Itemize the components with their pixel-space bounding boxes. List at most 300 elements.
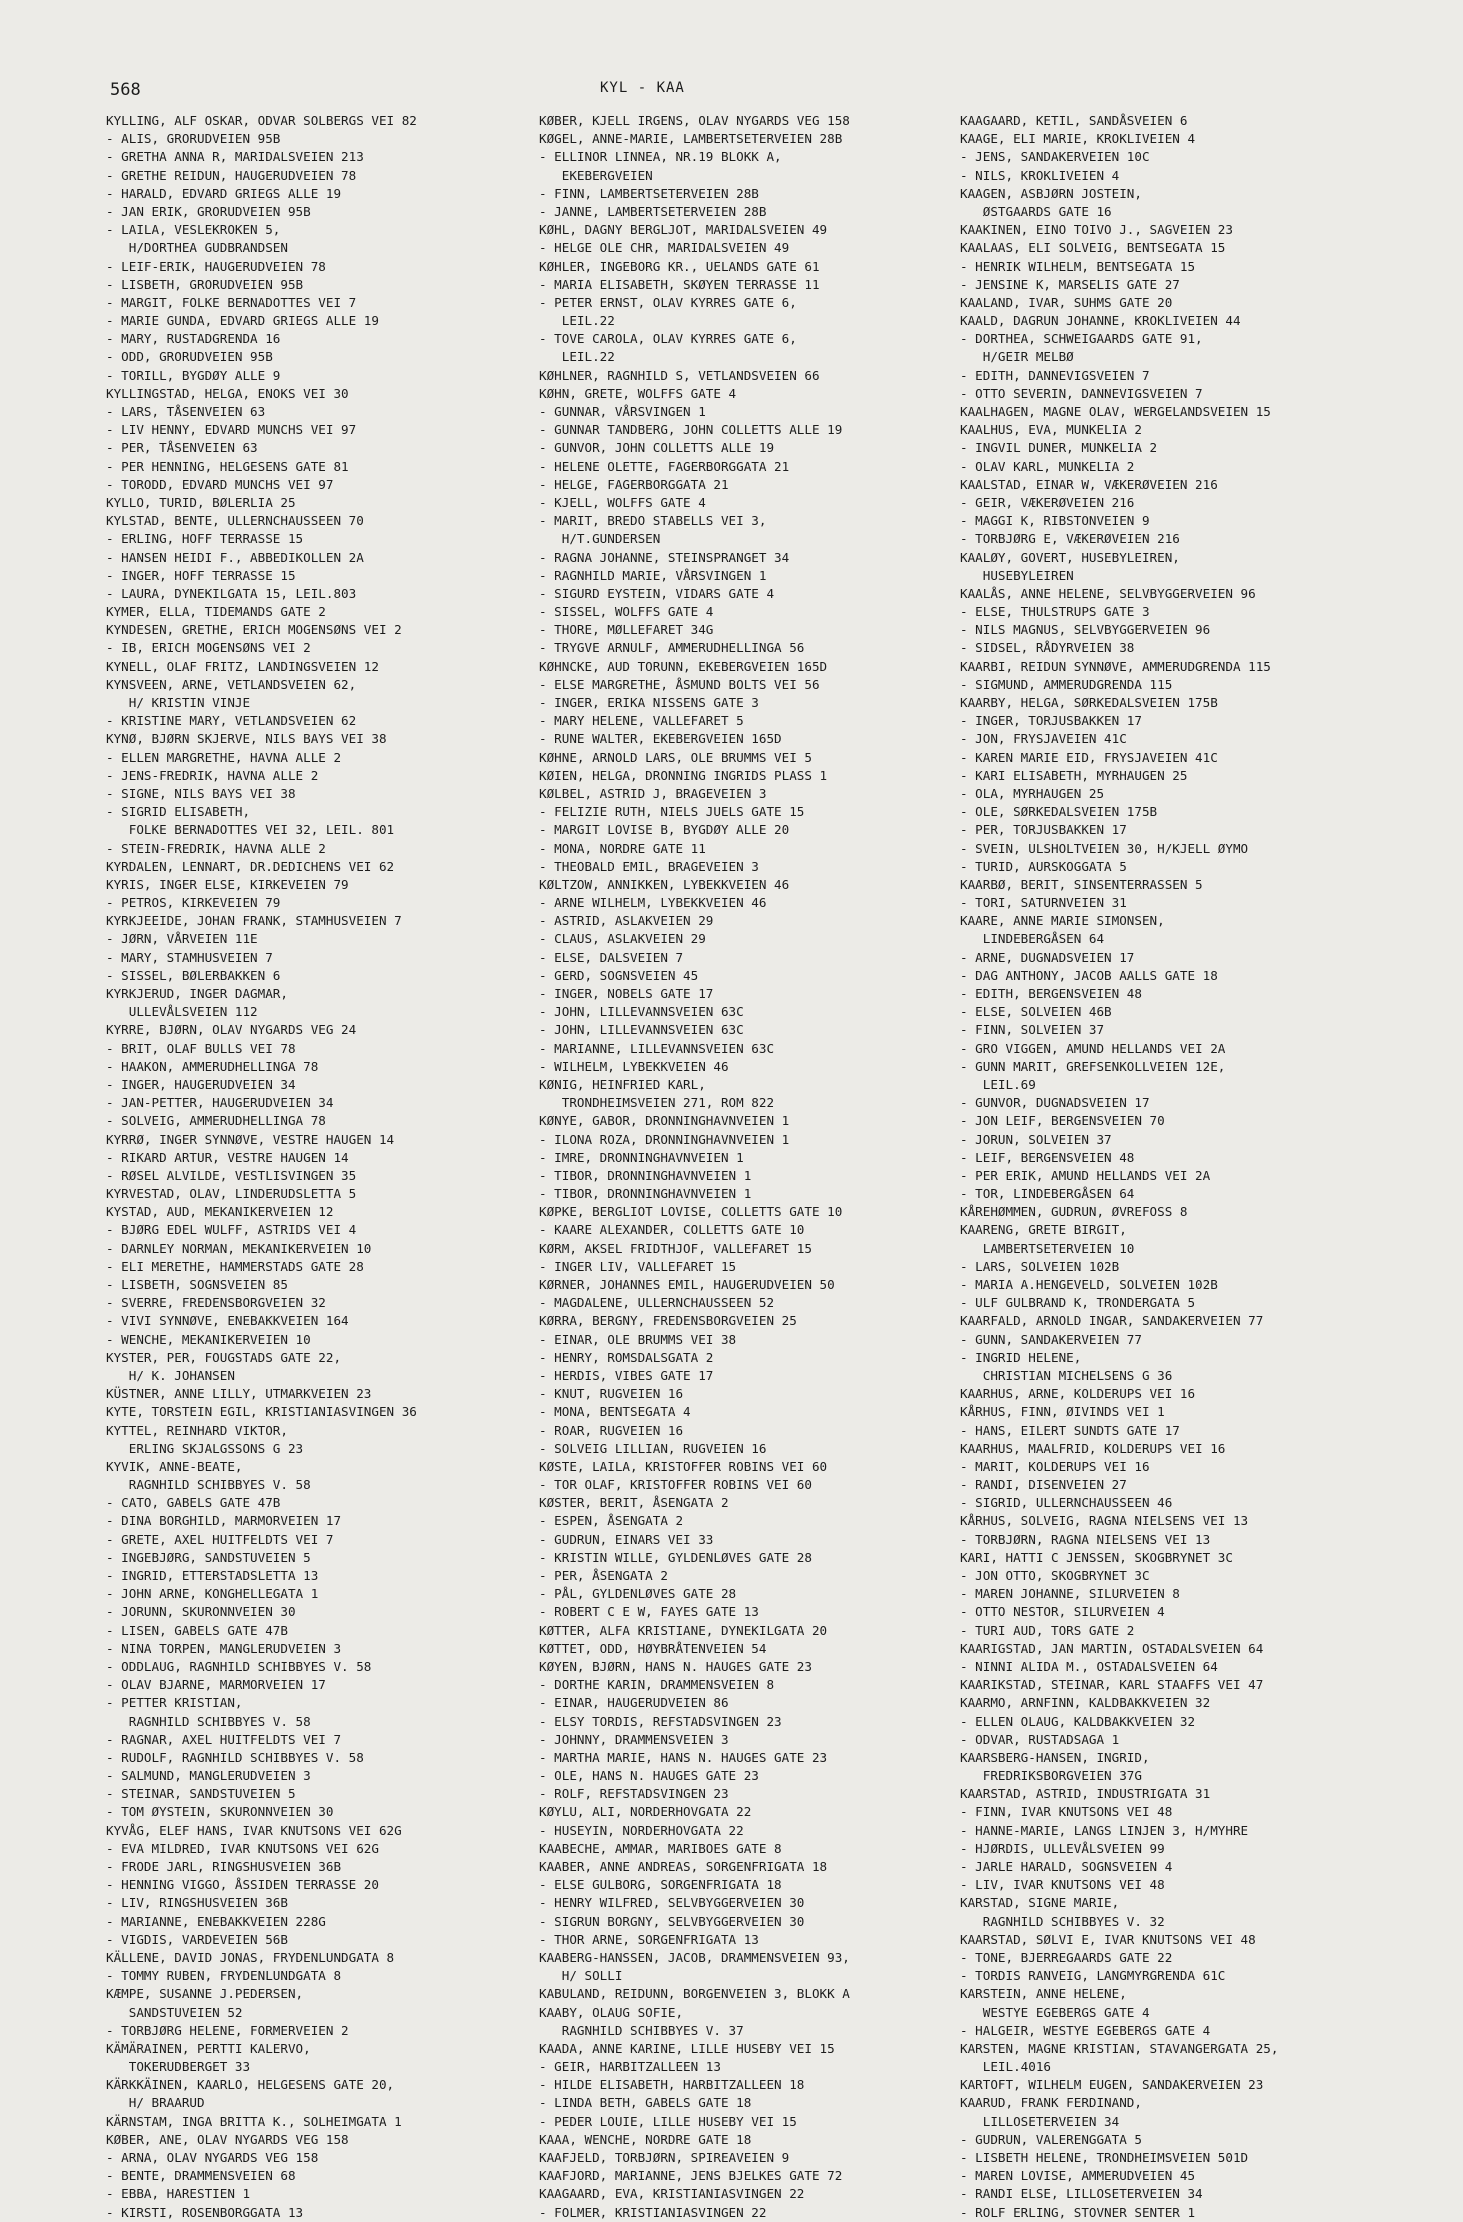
directory-entry-line: KÜSTNER, ANNE LILLY, UTMARKVEIEN 23 (106, 1386, 372, 1402)
directory-entry-line: - KAREN MARIE EID, FRYSJAVEIEN 41C (960, 749, 1218, 765)
directory-entry-line: KÄRKKÄINEN, KAARLO, HELGESENS GATE 20, (106, 2077, 395, 2093)
directory-entry-line: KARTOFT, WILHELM EUGEN, SANDAKERVEIEN 23 (960, 2077, 1264, 2093)
directory-entry-line: KAARSBERG-HANSEN, INGRID, (960, 1749, 1150, 1765)
directory-entry-line: - ELLEN MARGRETHE, HAVNA ALLE 2 (106, 749, 342, 765)
directory-entry-line: - JENS, SANDAKERVEIEN 10C (960, 149, 1150, 165)
directory-entry-line: KYSTER, PER, FOUGSTADS GATE 22, (106, 1349, 342, 1365)
directory-entry-line: - THOR ARNE, SORGENFRIGATA 13 (539, 1931, 759, 1947)
directory-entry-line: - ELSE, SOLVEIEN 46B (960, 1004, 1112, 1020)
directory-entry-line: - SISSEL, BØLERBAKKEN 6 (106, 967, 281, 983)
directory-entry-line: - EINAR, HAUGERUDVEIEN 86 (539, 1695, 729, 1711)
directory-entry-line: KÅREHØMMEN, GUDRUN, ØVREFOSS 8 (960, 1204, 1188, 1220)
directory-entry-line: - LARS, SOLVEIEN 102B (960, 1258, 1120, 1274)
directory-entry-line: - JARLE HARALD, SOGNSVEIEN 4 (960, 1859, 1173, 1874)
directory-entry-line: - HELGE OLE CHR, MARIDALSVEIEN 49 (539, 240, 790, 256)
directory-column-3 (960, 112, 1390, 2222)
directory-entry-line: - TONE, BJERREGAARDS GATE 22 (960, 1949, 1173, 1965)
directory-entry-line: - ODD, GRORUDVEIEN 95B (106, 349, 273, 365)
directory-entry-line: - JON OTTO, SKOGBRYNET 3C (960, 1568, 1150, 1583)
directory-entry-line: - EVA MILDRED, IVAR KNUTSONS VEI 62G (106, 1840, 379, 1856)
directory-entry-line: - LAURA, DYNEKILGATA 15, LEIL.803 (106, 585, 357, 601)
directory-entry-line: - THORE, MØLLEFARET 34G (539, 622, 714, 638)
directory-entry-line: - JAN ERIK, GRORUDVEIEN 95B (106, 203, 311, 219)
directory-entry-line: - EDITH, BERGENSVEIEN 48 (960, 986, 1142, 1001)
directory-entry-line: - ARNE WILHELM, LYBEKKVEIEN 46 (539, 895, 767, 911)
directory-entry-line: - TORBJØRG E, VÆKERØVEIEN 216 (960, 531, 1180, 547)
directory-entry-line: - CATO, GABELS GATE 47B (106, 1495, 281, 1511)
directory-entry-line: KAAFJELD, TORBJØRN, SPIREAVEIEN 9 (539, 2150, 790, 2165)
directory-entry-line: - JORUNN, SKURONNVEIEN 30 (106, 1604, 296, 1620)
directory-entry-line: - ASTRID, ASLAKVEIEN 29 (539, 913, 714, 929)
directory-entry-line: - ULF GULBRAND K, TRONDERGATA 5 (960, 1295, 1196, 1311)
directory-entry-line: - HANSEN HEIDI F., ABBEDIKOLLEN 2A (106, 549, 364, 565)
directory-entry-line: KØRM, AKSEL FRIDTHJOF, VALLEFARET 15 (539, 1240, 812, 1256)
directory-entry-line: - SOLVEIG, AMMERUDHELLINGA 78 (106, 1113, 326, 1129)
directory-entry-line: - EINAR, OLE BRUMMS VEI 38 (539, 1331, 737, 1347)
directory-entry-line: KYNSVEEN, ARNE, VETLANDSVEIEN 62, (106, 676, 357, 692)
directory-entry-line: - ODDLAUG, RAGNHILD SCHIBBYES V. 58 (106, 1658, 372, 1674)
directory-entry-line: - TOR, LINDEBERGÅSEN 64 (960, 1186, 1135, 1202)
directory-entry-line: - SISSEL, WOLFFS GATE 4 (539, 604, 714, 620)
directory-entry-line: KYRIS, INGER ELSE, KIRKEVEIEN 79 (106, 876, 349, 892)
directory-entry-line: - PETTER KRISTIAN, (106, 1695, 243, 1711)
directory-entry-line: - HENNING VIGGO, ÅSSIDEN TERRASSE 20 (106, 1877, 379, 1893)
directory-entry-line: - DORTHE KARIN, DRAMMENSVEIEN 8 (539, 1677, 775, 1693)
directory-entry-line: KÅRHUS, SOLVEIG, RAGNA NIELSENS VEI 13 (960, 1513, 1249, 1529)
directory-entry-line: - PEDER LOUIE, LILLE HUSEBY VEI 15 (539, 2113, 797, 2129)
directory-entry-line: - ELLINOR LINNEA, NR.19 BLOKK A, (539, 149, 782, 165)
directory-entry-line: KYTE, TORSTEIN EGIL, KRISTIANIASVINGEN 36 (106, 1404, 417, 1420)
directory-entry-line: - GUDRUN, VALERENGGATA 5 (960, 2131, 1142, 2147)
directory-entry-line: LILLOSETERVEIEN 34 (960, 2113, 1120, 2129)
directory-entry-line: - JAN-PETTER, HAUGERUDVEIEN 34 (106, 1095, 334, 1111)
directory-entry-line: KAALØY, GOVERT, HUSEBYLEIREN, (960, 549, 1180, 565)
directory-entry-line: - ROLF, REFSTADSVINGEN 23 (539, 1786, 729, 1802)
directory-entry-line: - OLAV KARL, MUNKELIA 2 (960, 458, 1135, 474)
directory-entry-line: - MARIE GUNDA, EDVARD GRIEGS ALLE 19 (106, 313, 379, 329)
directory-entry-line: - LEIF-ERIK, HAUGERUDVEIEN 78 (106, 258, 326, 274)
directory-entry-line: - WENCHE, MEKANIKERVEIEN 10 (106, 1331, 311, 1347)
directory-entry-line: - CLAUS, ASLAKVEIEN 29 (539, 931, 706, 947)
directory-entry-line: - TOM ØYSTEIN, SKURONNVEIEN 30 (106, 1804, 334, 1820)
directory-entry-line: - GRETE, AXEL HUITFELDTS VEI 7 (106, 1531, 334, 1547)
directory-entry-line: H/T.GUNDERSEN (539, 531, 661, 547)
directory-entry-line: - KNUT, RUGVEIEN 16 (539, 1386, 684, 1402)
directory-entry-line: - GUDRUN, EINARS VEI 33 (539, 1531, 714, 1547)
directory-entry-line: - OLA, MYRHAUGEN 25 (960, 785, 1105, 801)
directory-entry-line: - ELSY TORDIS, REFSTADSVINGEN 23 (539, 1713, 782, 1729)
directory-entry-line: KARI, HATTI C JENSSEN, SKOGBRYNET 3C (960, 1549, 1233, 1565)
directory-entry-line: KØTTER, ALFA KRISTIANE, DYNEKILGATA 20 (539, 1622, 828, 1638)
directory-entry-line: - MARIA A.HENGEVELD, SOLVEIEN 102B (960, 1277, 1218, 1292)
directory-entry-line: - ELLEN OLAUG, KALDBAKKVEIEN 32 (960, 1713, 1196, 1729)
directory-entry-line: - VIVI SYNNØVE, ENEBAKKVEIEN 164 (106, 1313, 349, 1329)
directory-entry-line: - TORILL, BYGDØY ALLE 9 (106, 367, 281, 383)
directory-entry-line: - MARTHA MARIE, HANS N. HAUGES GATE 23 (539, 1749, 828, 1765)
directory-entry-line: KØLBEL, ASTRID J, BRAGEVEIEN 3 (539, 785, 767, 801)
directory-entry-line: KØSTER, BERIT, ÅSENGATA 2 (539, 1495, 729, 1511)
directory-entry-line: - RANDI, DISENVEIEN 27 (960, 1477, 1127, 1493)
directory-entry-line: RAGNHILD SCHIBBYES V. 58 (106, 1477, 311, 1493)
directory-entry-line: - OLE, SØRKEDALSVEIEN 175B (960, 804, 1158, 820)
directory-entry-line: - FRODE JARL, RINGSHUSVEIEN 36B (106, 1859, 342, 1874)
directory-entry-line: - GRETHE REIDUN, HAUGERUDVEIEN 78 (106, 167, 357, 183)
directory-entry-line: - PER, ÅSENGATA 2 (539, 1568, 668, 1583)
directory-entry-line: - INGER, ERIKA NISSENS GATE 3 (539, 695, 759, 710)
directory-entry-line: KAALD, DAGRUN JOHANNE, KROKLIVEIEN 44 (960, 313, 1241, 329)
directory-entry-line: - MONA, BENTSEGATA 4 (539, 1404, 691, 1420)
directory-entry-line: - HELENE OLETTE, FAGERBORGGATA 21 (539, 458, 790, 474)
directory-entry-line: - INGRID, ETTERSTADSLETTA 13 (106, 1568, 319, 1583)
directory-entry-line: - JOHN, LILLEVANNSVEIEN 63C (539, 1022, 744, 1038)
directory-entry-line: KØSTE, LAILA, KRISTOFFER ROBINS VEI 60 (539, 1458, 828, 1474)
directory-entry-line: - EDITH, DANNEVIGSVEIEN 7 (960, 367, 1150, 383)
directory-entry-line: - INGER, HOFF TERRASSE 15 (106, 567, 296, 583)
directory-entry-line: - NILS, KROKLIVEIEN 4 (960, 167, 1120, 183)
directory-entry-line: - SVEIN, ULSHOLTVEIEN 30, H/KJELL ØYMO (960, 840, 1249, 856)
directory-entry-line: - KAARE ALEXANDER, COLLETTS GATE 10 (539, 1222, 805, 1238)
directory-entry-line: KYLLING, ALF OSKAR, ODVAR SOLBERGS VEI 82 (106, 113, 417, 128)
directory-entry-line: - ELI MERETHE, HAMMERSTADS GATE 28 (106, 1258, 364, 1274)
directory-entry-line: KARSTEIN, ANNE HELENE, (960, 1986, 1127, 2002)
directory-entry-line: - ILONA ROZA, DRONNINGHAVNVEIEN 1 (539, 1131, 790, 1147)
directory-entry-line: - EBBA, HARESTIEN 1 (106, 2186, 251, 2202)
directory-entry-line: ERLING SKJALGSSONS G 23 (106, 1440, 304, 1456)
directory-column-2 (539, 112, 969, 2222)
directory-entry-line: - GUNVOR, JOHN COLLETTS ALLE 19 (539, 440, 775, 456)
directory-entry-line: - LARS, TÅSENVEIEN 63 (106, 404, 266, 419)
directory-entry-line: - JANNE, LAMBERTSETERVEIEN 28B (539, 203, 767, 219)
directory-entry-line: - FINN, LAMBERTSETERVEIEN 28B (539, 185, 759, 201)
directory-entry-line: FOLKE BERNADOTTES VEI 32, LEIL. 801 (106, 822, 395, 838)
directory-entry-line: - MONA, NORDRE GATE 11 (539, 840, 706, 856)
directory-entry-line: KAARBØ, BERIT, SINSENTERRASSEN 5 (960, 876, 1203, 892)
directory-entry-line: - SALMUND, MANGLERUDVEIEN 3 (106, 1768, 311, 1784)
directory-entry-line: - HARALD, EDVARD GRIEGS ALLE 19 (106, 185, 342, 201)
directory-entry-line: - HALGEIR, WESTYE EGEBERGS GATE 4 (960, 2022, 1211, 2038)
directory-entry-line: - SIDSEL, RÅDYRVEIEN 38 (960, 640, 1135, 656)
directory-entry-line: - ELSE, THULSTRUPS GATE 3 (960, 604, 1150, 620)
directory-entry-line: RAGNHILD SCHIBBYES V. 58 (106, 1713, 311, 1729)
directory-entry-line: - PETER ERNST, OLAV KYRRES GATE 6, (539, 294, 797, 310)
directory-entry-line: - JOHN, LILLEVANNSVEIEN 63C (539, 1004, 744, 1020)
directory-entry-line: SANDSTUVEIEN 52 (106, 2004, 243, 2020)
directory-entry-line: - LINDA BETH, GABELS GATE 18 (539, 2095, 752, 2111)
directory-entry-line: - LAILA, VESLEKROKEN 5, (106, 222, 281, 238)
directory-entry-line: ULLEVÅLSVEIEN 112 (106, 1004, 258, 1020)
directory-entry-line: - BENTE, DRAMMENSVEIEN 68 (106, 2168, 296, 2184)
directory-entry-line: - ARNA, OLAV NYGARDS VEG 158 (106, 2150, 319, 2165)
directory-entry-line: - RANDI ELSE, LILLOSETERVEIEN 34 (960, 2186, 1203, 2202)
directory-entry-line: - WILHELM, LYBEKKVEIEN 46 (539, 1058, 729, 1074)
directory-entry-line: KAARBY, HELGA, SØRKEDALSVEIEN 175B (960, 695, 1218, 710)
directory-entry-line: KÄRNSTAM, INGA BRITTA K., SOLHEIMGATA 1 (106, 2113, 402, 2129)
directory-entry-line: KAARHUS, MAALFRID, KOLDERUPS VEI 16 (960, 1440, 1226, 1456)
directory-entry-line: - LISBETH, SOGNSVEIEN 85 (106, 1277, 288, 1292)
directory-entry-line: KAARIGSTAD, JAN MARTIN, OSTADALSVEIEN 64 (960, 1640, 1264, 1656)
directory-entry-line: KAABER, ANNE ANDREAS, SORGENFRIGATA 18 (539, 1859, 828, 1874)
directory-entry-line: - SVERRE, FREDENSBORGVEIEN 32 (106, 1295, 326, 1311)
directory-entry-line: KAABECHE, AMMAR, MARIBOES GATE 8 (539, 1840, 782, 1856)
directory-entry-line: - GRETHA ANNA R, MARIDALSVEIEN 213 (106, 149, 364, 165)
directory-entry-line: KØHNE, ARNOLD LARS, OLE BRUMMS VEI 5 (539, 749, 812, 765)
directory-entry-line: - JØRN, VÅRVEIEN 11E (106, 931, 258, 947)
directory-entry-line: - DAG ANTHONY, JACOB AALLS GATE 18 (960, 967, 1218, 983)
directory-entry-line: KYLLO, TURID, BØLERLIA 25 (106, 494, 296, 510)
directory-entry-line: H/GEIR MELBØ (960, 349, 1074, 365)
directory-entry-line: TRONDHEIMSVEIEN 271, ROM 822 (539, 1095, 775, 1111)
directory-entry-line: - HAAKON, AMMERUDHELLINGA 78 (106, 1058, 319, 1074)
directory-entry-line: - INGVIL DUNER, MUNKELIA 2 (960, 440, 1158, 456)
directory-entry-line: KARSTEN, MAGNE KRISTIAN, STAVANGERGATA 25, (960, 2040, 1279, 2056)
directory-entry-line: KYRDALEN, LENNART, DR.DEDICHENS VEI 62 (106, 858, 395, 874)
directory-entry-line: - ARNE, DUGNADSVEIEN 17 (960, 949, 1135, 965)
directory-entry-line: - GUNN MARIT, GREFSENKOLLVEIEN 12E, (960, 1058, 1226, 1074)
directory-entry-line: - TOMMY RUBEN, FRYDENLUNDGATA 8 (106, 1968, 342, 1984)
directory-entry-line: - IB, ERICH MOGENSØNS VEI 2 (106, 640, 311, 656)
directory-entry-line: KØPKE, BERGLIOT LOVISE, COLLETTS GATE 10 (539, 1204, 843, 1220)
directory-entry-line: - MARGIT LOVISE B, BYGDØY ALLE 20 (539, 822, 790, 838)
directory-entry-line: KAARENG, GRETE BIRGIT, (960, 1222, 1127, 1238)
directory-entry-line: KAALAAS, ELI SOLVEIG, BENTSEGATA 15 (960, 240, 1226, 256)
directory-entry-line: - ROBERT C E W, FAYES GATE 13 (539, 1604, 759, 1620)
directory-entry-line: KAABY, OLAUG SOFIE, (539, 2004, 684, 2020)
directory-entry-line: - HENRIK WILHELM, BENTSEGATA 15 (960, 258, 1196, 274)
directory-entry-line: - MAREN LOVISE, AMMERUDVEIEN 45 (960, 2168, 1196, 2184)
running-head: KYL - KAA (600, 80, 685, 96)
directory-entry-line: - TOR OLAF, KRISTOFFER ROBINS VEI 60 (539, 1477, 812, 1493)
directory-entry-line: - ALIS, GRORUDVEIEN 95B (106, 131, 281, 147)
directory-entry-line: KYMER, ELLA, TIDEMANDS GATE 2 (106, 604, 326, 620)
directory-entry-line: - SIGRID, ULLERNCHAUSSEEN 46 (960, 1495, 1173, 1511)
directory-entry-line: - MARIANNE, ENEBAKKVEIEN 228G (106, 1913, 326, 1929)
directory-entry-line: - KIRSTI, ROSENBORGGATA 13 (106, 2204, 304, 2220)
directory-entry-line: - HELGE, FAGERBORGGATA 21 (539, 476, 729, 492)
directory-entry-line: - IMRE, DRONNINGHAVNVEIEN 1 (539, 1149, 744, 1165)
directory-entry-line: - JON, FRYSJAVEIEN 41C (960, 731, 1127, 747)
directory-entry-line: - GERD, SOGNSVEIEN 45 (539, 967, 699, 983)
directory-entry-line: KAALHAGEN, MAGNE OLAV, WERGELANDSVEIEN 15 (960, 404, 1271, 419)
directory-entry-line: - JENSINE K, MARSELIS GATE 27 (960, 276, 1180, 292)
directory-entry-line: - RUDOLF, RAGNHILD SCHIBBYES V. 58 (106, 1749, 364, 1765)
directory-entry-line: - MAREN JOHANNE, SILURVEIEN 8 (960, 1586, 1180, 1602)
directory-entry-line: KYRRØ, INGER SYNNØVE, VESTRE HAUGEN 14 (106, 1131, 395, 1147)
directory-entry-line: KAAGEN, ASBJØRN JOSTEIN, (960, 185, 1142, 201)
directory-entry-line: - ELSE, DALSVEIEN 7 (539, 949, 684, 965)
directory-entry-line: KØRRA, BERGNY, FREDENSBORGVEIEN 25 (539, 1313, 797, 1329)
directory-entry-line: KYRVESTAD, OLAV, LINDERUDSLETTA 5 (106, 1186, 357, 1202)
directory-entry-line: H/ SOLLI (539, 1968, 623, 1984)
directory-entry-line: KØHL, DAGNY BERGLJOT, MARIDALSVEIEN 49 (539, 222, 828, 238)
directory-entry-line: - STEIN-FREDRIK, HAVNA ALLE 2 (106, 840, 326, 856)
directory-entry-line: KAARMO, ARNFINN, KALDBAKKVEIEN 32 (960, 1695, 1211, 1711)
directory-entry-line: KØGEL, ANNE-MARIE, LAMBERTSETERVEIEN 28B (539, 131, 843, 147)
directory-entry-line: - ROLF ERLING, STOVNER SENTER 1 (960, 2204, 1196, 2220)
directory-entry-line: KØHLER, INGEBORG KR., UELANDS GATE 61 (539, 258, 820, 274)
directory-entry-line: - HANNE-MARIE, LANGS LINJEN 3, H/MYHRE (960, 1822, 1249, 1838)
directory-entry-line: - MARIT, KOLDERUPS VEI 16 (960, 1458, 1150, 1474)
directory-entry-line: KYRRE, BJØRN, OLAV NYGARDS VEG 24 (106, 1022, 357, 1038)
directory-entry-line: - VIGDIS, VARDEVEIEN 56B (106, 1931, 288, 1947)
directory-entry-line: KÄLLENE, DAVID JONAS, FRYDENLUNDGATA 8 (106, 1949, 395, 1965)
directory-entry-line: - LEIF, BERGENSVEIEN 48 (960, 1149, 1135, 1165)
directory-entry-line: - HJØRDIS, ULLEVÅLSVEIEN 99 (960, 1840, 1165, 1856)
directory-entry-line: - KARI ELISABETH, MYRHAUGEN 25 (960, 767, 1188, 783)
directory-entry-line: KÄMÄRAINEN, PERTTI KALERVO, (106, 2040, 311, 2056)
directory-entry-line: KYNELL, OLAF FRITZ, LANDINGSVEIEN 12 (106, 658, 379, 674)
directory-entry-line: KØTTET, ODD, HØYBRÅTENVEIEN 54 (539, 1640, 767, 1656)
directory-entry-line: KYNDESEN, GRETHE, ERICH MOGENSØNS VEI 2 (106, 622, 402, 638)
directory-entry-line: - ELSE GULBORG, SORGENFRIGATA 18 (539, 1877, 782, 1893)
directory-entry-line: KAARSTAD, ASTRID, INDUSTRIGATA 31 (960, 1786, 1211, 1802)
directory-entry-line: KAAFJORD, MARIANNE, JENS BJELKES GATE 72 (539, 2168, 843, 2184)
directory-entry-line: KAARHUS, ARNE, KOLDERUPS VEI 16 (960, 1386, 1196, 1402)
directory-entry-line: - LISBETH HELENE, TRONDHEIMSVEIEN 501D (960, 2150, 1249, 2165)
directory-entry-line: KAARUD, FRANK FERDINAND, (960, 2095, 1142, 2111)
directory-entry-line: - SIGRID ELISABETH, (106, 804, 251, 820)
directory-column-1 (106, 112, 536, 2222)
directory-entry-line: HUSEBYLEIREN (960, 567, 1074, 583)
directory-entry-line: - ERLING, HOFF TERRASSE 15 (106, 531, 304, 547)
directory-entry-line: - TORDIS RANVEIG, LANGMYRGRENDA 61C (960, 1968, 1226, 1984)
directory-entry-line: - LISBETH, GRORUDVEIEN 95B (106, 276, 304, 292)
directory-entry-line: EKEBERGVEIEN (539, 167, 653, 183)
directory-entry-line: - TORBJØRG HELENE, FORMERVEIEN 2 (106, 2022, 349, 2038)
directory-entry-line: - MARGIT, FOLKE BERNADOTTES VEI 7 (106, 294, 357, 310)
directory-entry-line: KARSTAD, SIGNE MARIE, (960, 1895, 1120, 1911)
directory-entry-line: WESTYE EGEBERGS GATE 4 (960, 2004, 1150, 2020)
directory-entry-line: - JOHNNY, DRAMMENSVEIEN 3 (539, 1731, 729, 1747)
directory-entry-line: ØSTGAARDS GATE 16 (960, 203, 1112, 219)
directory-entry-line: KAADA, ANNE KARINE, LILLE HUSEBY VEI 15 (539, 2040, 835, 2056)
directory-entry-line: KABULAND, REIDUNN, BORGENVEIEN 3, BLOKK A (539, 1986, 850, 2002)
directory-entry-line: - MARIT, BREDO STABELLS VEI 3, (539, 513, 767, 529)
directory-entry-line: KAALAND, IVAR, SUHMS GATE 20 (960, 294, 1173, 310)
directory-entry-line: - KRISTIN WILLE, GYLDENLØVES GATE 28 (539, 1549, 812, 1565)
directory-entry-line: KYLLINGSTAD, HELGA, ENOKS VEI 30 (106, 385, 349, 401)
directory-entry-line: KAAGAARD, EVA, KRISTIANIASVINGEN 22 (539, 2186, 805, 2202)
directory-entry-line: - RAGNAR, AXEL HUITFELDTS VEI 7 (106, 1731, 342, 1747)
directory-entry-line: - HANS, EILERT SUNDTS GATE 17 (960, 1422, 1180, 1438)
directory-entry-line: CHRISTIAN MICHELSENS G 36 (960, 1367, 1173, 1383)
directory-entry-line: - RIKARD ARTUR, VESTRE HAUGEN 14 (106, 1149, 349, 1165)
directory-entry-line: - OTTO SEVERIN, DANNEVIGSVEIEN 7 (960, 385, 1203, 401)
directory-entry-line: - JON LEIF, BERGENSVEIEN 70 (960, 1113, 1165, 1129)
directory-entry-line: LEIL.22 (539, 349, 615, 365)
directory-entry-line: - JENS-FREDRIK, HAVNA ALLE 2 (106, 767, 319, 783)
directory-entry-line: KAAKINEN, EINO TOIVO J., SAGVEIEN 23 (960, 222, 1233, 238)
directory-entry-line: - JORUN, SOLVEIEN 37 (960, 1131, 1112, 1147)
directory-entry-line: KØYEN, BJØRN, HANS N. HAUGES GATE 23 (539, 1658, 812, 1674)
directory-entry-line: - GUNN, SANDAKERVEIEN 77 (960, 1331, 1142, 1347)
directory-entry-line: - RAGNA JOHANNE, STEINSPRANGET 34 (539, 549, 790, 565)
directory-entry-line: - MAGGI K, RIBSTONVEIEN 9 (960, 513, 1150, 529)
directory-entry-line: - INGER, NOBELS GATE 17 (539, 986, 714, 1001)
directory-entry-line: - MARIANNE, LILLEVANNSVEIEN 63C (539, 1040, 775, 1056)
directory-entry-line: LEIL.22 (539, 313, 615, 329)
directory-entry-line: - TIBOR, DRONNINGHAVNVEIEN 1 (539, 1186, 752, 1202)
directory-entry-line: - DARNLEY NORMAN, MEKANIKERVEIEN 10 (106, 1240, 372, 1256)
directory-entry-line: - FINN, SOLVEIEN 37 (960, 1022, 1105, 1038)
directory-entry-line: - LIV, IVAR KNUTSONS VEI 48 (960, 1877, 1165, 1893)
directory-entry-line: - PER, TÅSENVEIEN 63 (106, 440, 258, 456)
directory-entry-line: KAALSTAD, EINAR W, VÆKERØVEIEN 216 (960, 476, 1218, 492)
directory-entry-line: TOKERUDBERGET 33 (106, 2059, 251, 2075)
directory-entry-line: - GEIR, VÆKERØVEIEN 216 (960, 494, 1135, 510)
directory-entry-line: - TRYGVE ARNULF, AMMERUDHELLINGA 56 (539, 640, 805, 656)
directory-entry-line: KAABERG-HANSSEN, JACOB, DRAMMENSVEIEN 93, (539, 1949, 850, 1965)
directory-entry-line: - STEINAR, SANDSTUVEIEN 5 (106, 1786, 296, 1802)
directory-entry-line: - ROAR, RUGVEIEN 16 (539, 1422, 684, 1438)
directory-entry-line: KØBER, KJELL IRGENS, OLAV NYGARDS VEG 158 (539, 113, 850, 128)
directory-entry-line: KYRKJEEIDE, JOHAN FRANK, STAMHUSVEIEN 7 (106, 913, 402, 929)
directory-entry-line: - HENRY, ROMSDALSGATA 2 (539, 1349, 714, 1365)
directory-entry-line: LINDEBERGÅSEN 64 (960, 931, 1105, 947)
directory-entry-line: KAAGE, ELI MARIE, KROKLIVEIEN 4 (960, 131, 1196, 147)
directory-entry-line: KØIEN, HELGA, DRONNING INGRIDS PLASS 1 (539, 767, 828, 783)
directory-entry-line: - KRISTINE MARY, VETLANDSVEIEN 62 (106, 713, 357, 729)
directory-entry-line: KYTTEL, REINHARD VIKTOR, (106, 1422, 288, 1438)
directory-entry-line: LEIL.69 (960, 1076, 1036, 1092)
directory-entry-line: KØRNER, JOHANNES EMIL, HAUGERUDVEIEN 50 (539, 1277, 835, 1292)
directory-entry-line: - MARY HELENE, VALLEFARET 5 (539, 713, 744, 729)
directory-entry-line: - SIGRUN BORGNY, SELVBYGGERVEIEN 30 (539, 1913, 805, 1929)
directory-entry-line: - GEIR, HARBITZALLEEN 13 (539, 2059, 721, 2075)
directory-entry-line: KAARIKSTAD, STEINAR, KARL STAAFFS VEI 47 (960, 1677, 1264, 1693)
directory-entry-line: KØHNCKE, AUD TORUNN, EKEBERGVEIEN 165D (539, 658, 828, 674)
directory-entry-line: KÅRHUS, FINN, ØIVINDS VEI 1 (960, 1404, 1165, 1420)
directory-entry-line: - HILDE ELISABETH, HARBITZALLEEN 18 (539, 2077, 805, 2093)
directory-entry-line: KØNYE, GABOR, DRONNINGHAVNVEIEN 1 (539, 1113, 790, 1129)
directory-entry-line: KYVÅG, ELEF HANS, IVAR KNUTSONS VEI 62G (106, 1822, 402, 1838)
directory-entry-line: - PETROS, KIRKEVEIEN 79 (106, 895, 281, 911)
directory-entry-line: - TIBOR, DRONNINGHAVNVEIEN 1 (539, 1167, 752, 1183)
directory-entry-line: - JOHN ARNE, KONGHELLEGATA 1 (106, 1586, 319, 1602)
directory-entry-line: - SIGMUND, AMMERUDGRENDA 115 (960, 676, 1173, 692)
directory-entry-line: KAARBI, REIDUN SYNNØVE, AMMERUDGRENDA 115 (960, 658, 1271, 674)
directory-entry-line: - KJELL, WOLFFS GATE 4 (539, 494, 706, 510)
directory-entry-line: - NINA TORPEN, MANGLERUDVEIEN 3 (106, 1640, 342, 1656)
directory-entry-line: - TORI, SATURNVEIEN 31 (960, 895, 1127, 911)
directory-entry-line: - GUNNAR, VÅRSVINGEN 1 (539, 404, 706, 419)
directory-entry-line: KØLTZOW, ANNIKKEN, LYBEKKVEIEN 46 (539, 876, 790, 892)
directory-entry-line: KAAA, WENCHE, NORDRE GATE 18 (539, 2131, 752, 2147)
directory-entry-line: - PER HENNING, HELGESENS GATE 81 (106, 458, 349, 474)
directory-entry-line: - RUNE WALTER, EKEBERGVEIEN 165D (539, 731, 782, 747)
directory-entry-line: - MARY, RUSTADGRENDA 16 (106, 331, 281, 347)
directory-entry-line: KAARE, ANNE MARIE SIMONSEN, (960, 913, 1165, 929)
directory-entry-line: - OLE, HANS N. HAUGES GATE 23 (539, 1768, 759, 1784)
directory-entry-line: - OLAV BJARNE, MARMORVEIEN 17 (106, 1677, 326, 1693)
directory-entry-line: - SOLVEIG LILLIAN, RUGVEIEN 16 (539, 1440, 767, 1456)
directory-entry-line: - TURI AUD, TORS GATE 2 (960, 1622, 1135, 1638)
directory-entry-line: - GUNNAR TANDBERG, JOHN COLLETTS ALLE 19 (539, 422, 843, 438)
directory-entry-line: - DINA BORGHILD, MARMORVEIEN 17 (106, 1513, 342, 1529)
directory-entry-line: LEIL.4016 (960, 2059, 1051, 2075)
directory-entry-line: KAALÅS, ANNE HELENE, SELVBYGGERVEIEN 96 (960, 585, 1256, 601)
directory-entry-line: KAARFALD, ARNOLD INGAR, SANDAKERVEIEN 77 (960, 1313, 1264, 1329)
directory-entry-line: - TOVE CAROLA, OLAV KYRRES GATE 6, (539, 331, 797, 347)
directory-entry-line: RAGNHILD SCHIBBYES V. 32 (960, 1913, 1165, 1929)
directory-entry-line: - MARY, STAMHUSVEIEN 7 (106, 949, 273, 965)
directory-entry-line: - FOLMER, KRISTIANIASVINGEN 22 (539, 2204, 767, 2220)
directory-entry-line: - SIGNE, NILS BAYS VEI 38 (106, 785, 296, 801)
directory-entry-line: - NINNI ALIDA M., OSTADALSVEIEN 64 (960, 1658, 1218, 1674)
directory-entry-line: - TORBJØRN, RAGNA NIELSENS VEI 13 (960, 1531, 1211, 1547)
directory-entry-line: - LISEN, GABELS GATE 47B (106, 1622, 288, 1638)
directory-entry-line: - FINN, IVAR KNUTSONS VEI 48 (960, 1804, 1173, 1820)
directory-entry-line: - PER, TORJUSBAKKEN 17 (960, 822, 1127, 838)
